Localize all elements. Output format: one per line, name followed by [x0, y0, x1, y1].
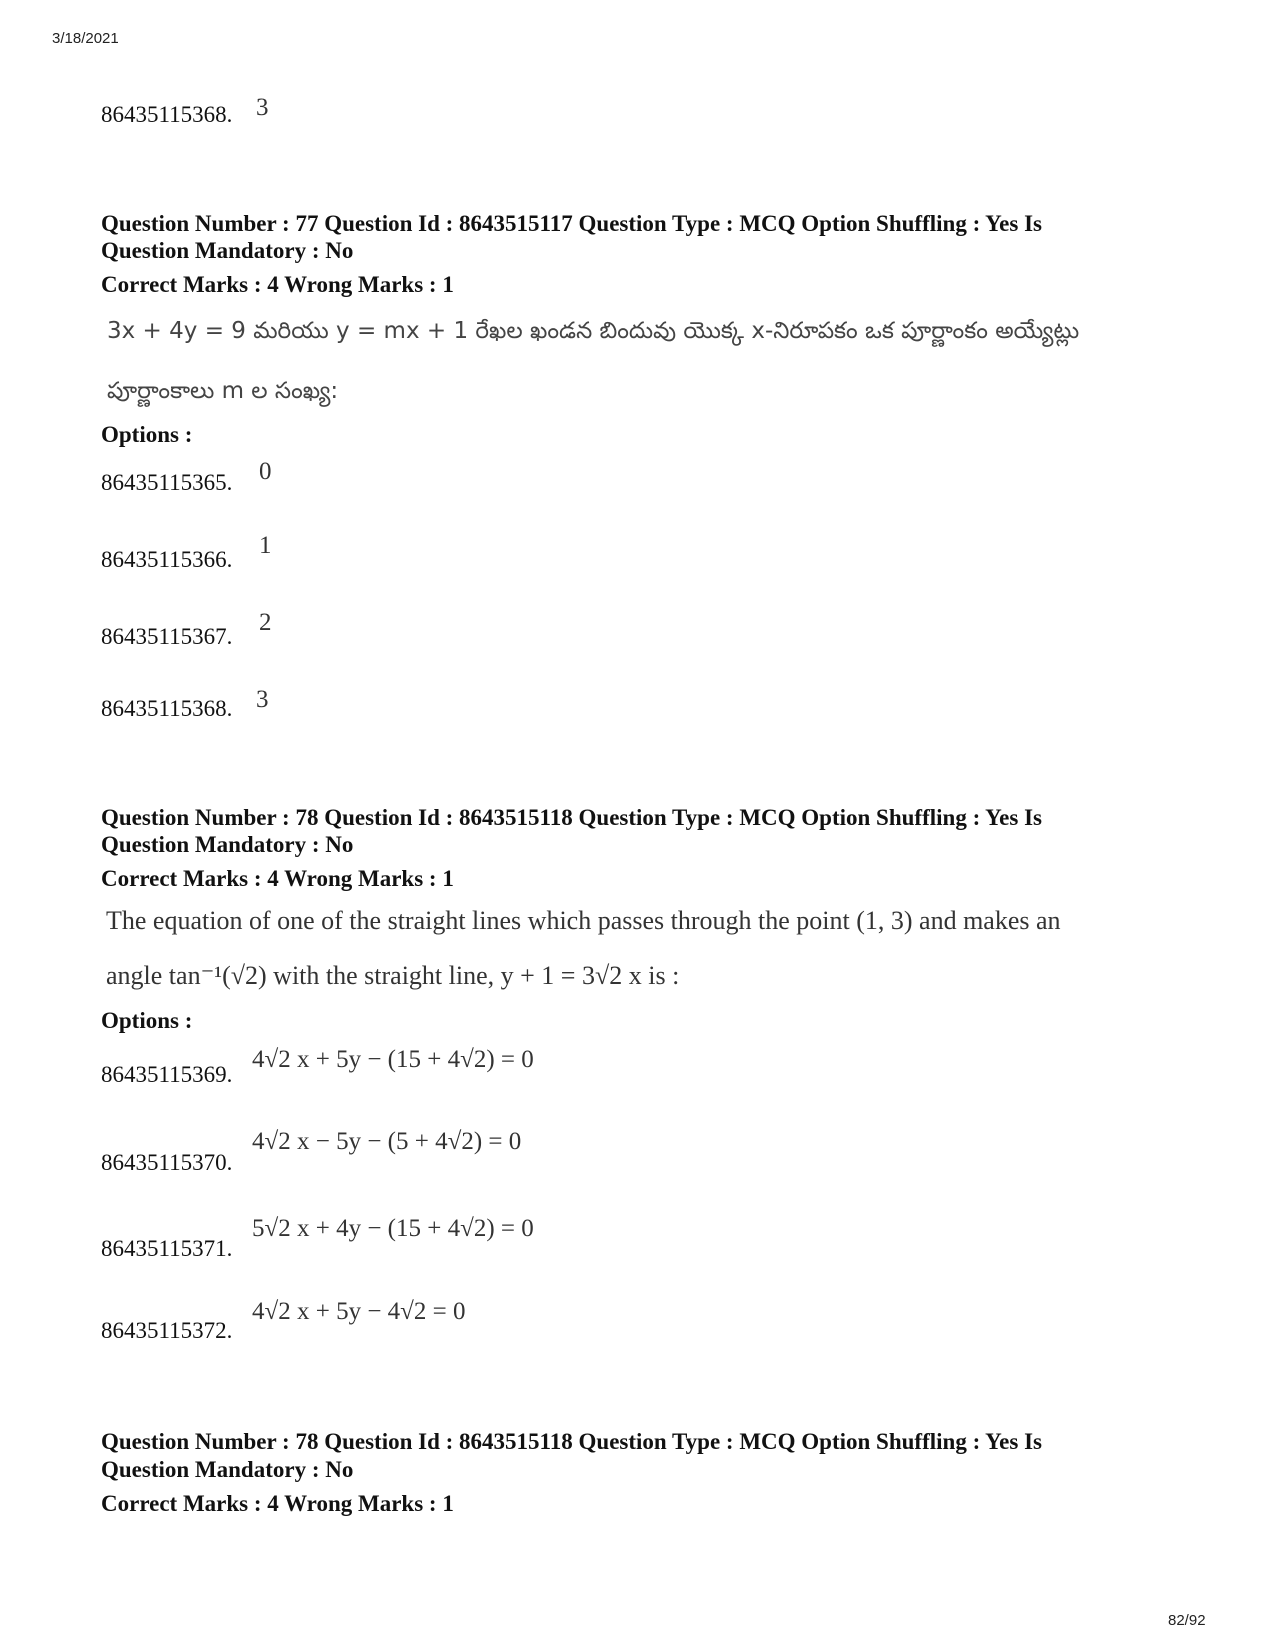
- page-number: 82/92: [1168, 1612, 1206, 1629]
- option-value: 5√2 x + 4y − (15 + 4√2) = 0: [252, 1215, 534, 1242]
- option-id: 86435115372.: [101, 1318, 233, 1343]
- option-id: 86435115369.: [101, 1062, 233, 1087]
- option-value: 4√2 x − 5y − (5 + 4√2) = 0: [252, 1128, 522, 1155]
- option-value: 3: [256, 94, 269, 121]
- question-text-line: పూర్ణాంకాలు m ల సంఖ్య:: [107, 378, 339, 404]
- option-value: 4√2 x + 5y − (15 + 4√2) = 0: [252, 1046, 534, 1073]
- question-marks: Correct Marks : 4 Wrong Marks : 1: [101, 272, 454, 297]
- print-date: 3/18/2021: [52, 30, 119, 47]
- option-value: 4√2 x + 5y − 4√2 = 0: [252, 1298, 466, 1325]
- question-header: Question Number : 77 Question Id : 8643515117 Question Type : MCQ Option Shuffling : Yes Is: [101, 211, 1042, 236]
- option-id: 86435115368.: [101, 696, 233, 721]
- question-header: Question Number : 78 Question Id : 8643515118 Question Type : MCQ Option Shuffling : Yes Is: [101, 805, 1042, 830]
- option-value: 2: [259, 609, 272, 636]
- option-value: 0: [259, 458, 272, 485]
- question-header-cont: Question Mandatory : No: [101, 238, 354, 263]
- option-id: 86435115365.: [101, 470, 233, 495]
- question-text-line: The equation of one of the straight lines which passes through the point (1, 3) and makes an: [106, 906, 1061, 935]
- question-header: Question Number : 78 Question Id : 8643515118 Question Type : MCQ Option Shuffling : Yes Is: [101, 1429, 1042, 1454]
- option-id: 86435115371.: [101, 1236, 233, 1261]
- question-marks: Correct Marks : 4 Wrong Marks : 1: [101, 1491, 454, 1516]
- question-marks: Correct Marks : 4 Wrong Marks : 1: [101, 866, 454, 891]
- option-id: 86435115366.: [101, 547, 233, 572]
- option-id: 86435115370.: [101, 1150, 233, 1175]
- question-text-line: 3x + 4y = 9 మరియు y = mx + 1 రేఖల ఖండన బిందువు యొక్క x-నిరూపకం ఒక పూర్ణాంకం అయ్యేట్లు: [107, 318, 1080, 344]
- options-label: Options :: [101, 422, 193, 447]
- option-id: 86435115367.: [101, 624, 233, 649]
- option-value: 3: [256, 686, 269, 713]
- options-label: Options :: [101, 1008, 193, 1033]
- option-value: 1: [259, 532, 272, 559]
- question-text-line: angle tan⁻¹(√2) with the straight line, y + 1 = 3√2 x is :: [106, 961, 680, 990]
- option-id: 86435115368.: [101, 102, 233, 127]
- question-header-cont: Question Mandatory : No: [101, 832, 354, 857]
- question-header-cont: Question Mandatory : No: [101, 1457, 354, 1482]
